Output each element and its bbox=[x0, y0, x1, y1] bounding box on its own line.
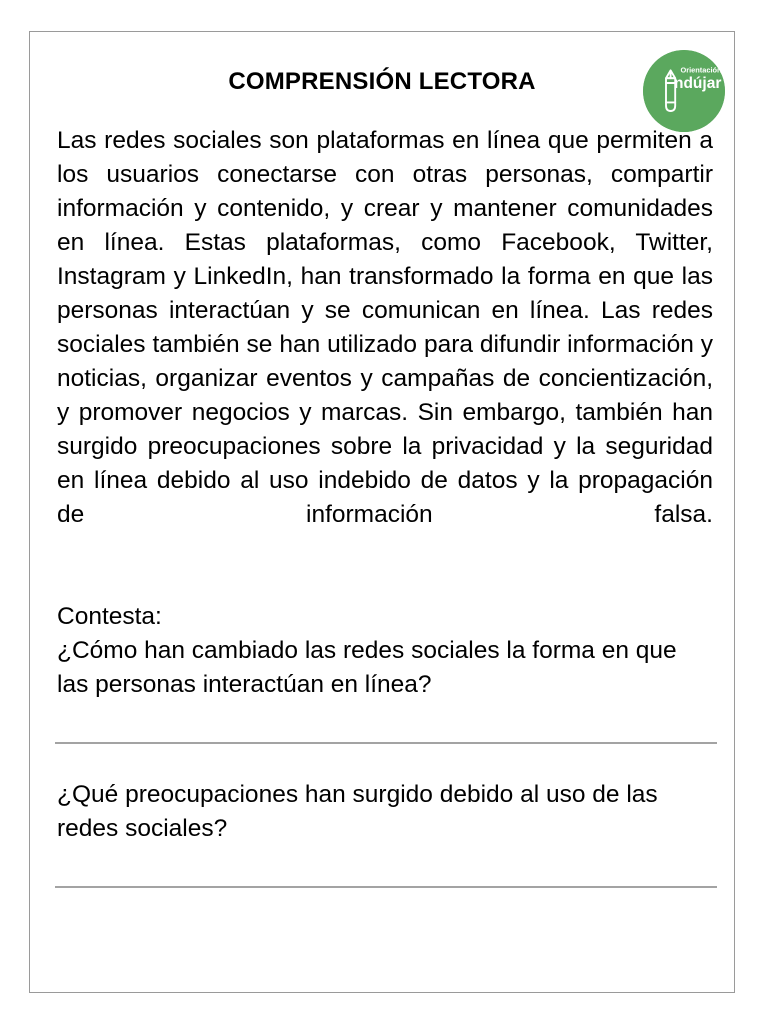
logo-main-text: ndújar bbox=[674, 75, 722, 92]
question-1-answer-gap bbox=[57, 702, 713, 742]
question-2-answer-gap bbox=[57, 846, 713, 886]
answer-line-2[interactable] bbox=[55, 886, 717, 888]
passage-spacer bbox=[57, 566, 713, 600]
page-title: COMPRENSIÓN LECTORA bbox=[228, 68, 536, 95]
logo-top-text: Orientación bbox=[680, 65, 722, 75]
reading-passage: Las redes sociales son plataformas en línea que permiten a los usuarios conectarse con otras personas, compartir información y contenido, y crear y mantener comunidades en línea. Estas plataformas, como Facebook, Twitter, Instagram y LinkedIn, han transformado la forma en que las personas interactúan y se comunican en línea. Las redes sociales también se han utilizado para difundir información y noticias, organizar eventos y campañas de concientización, y promover negocios y marcas. Sin embargo, también han surgido preocupaciones sobre la privacidad y la seguridad en línea debido al uso indebido de datos y la propagación de información falsa. bbox=[57, 127, 713, 528]
worksheet-page bbox=[29, 31, 735, 993]
logo-artwork bbox=[643, 50, 725, 132]
orientacion-andujar-logo bbox=[643, 50, 725, 132]
answer-line-1-spacer bbox=[57, 744, 713, 778]
question-1: ¿Cómo han cambiado las redes sociales la forma en que las personas interactúan en línea? bbox=[57, 637, 677, 698]
answer-prompt-label: Contesta: bbox=[57, 603, 162, 630]
page-header bbox=[30, 32, 734, 106]
question-2: ¿Qué preocupaciones han surgido debido al uso de las redes sociales? bbox=[57, 781, 658, 842]
worksheet-content bbox=[57, 124, 713, 888]
